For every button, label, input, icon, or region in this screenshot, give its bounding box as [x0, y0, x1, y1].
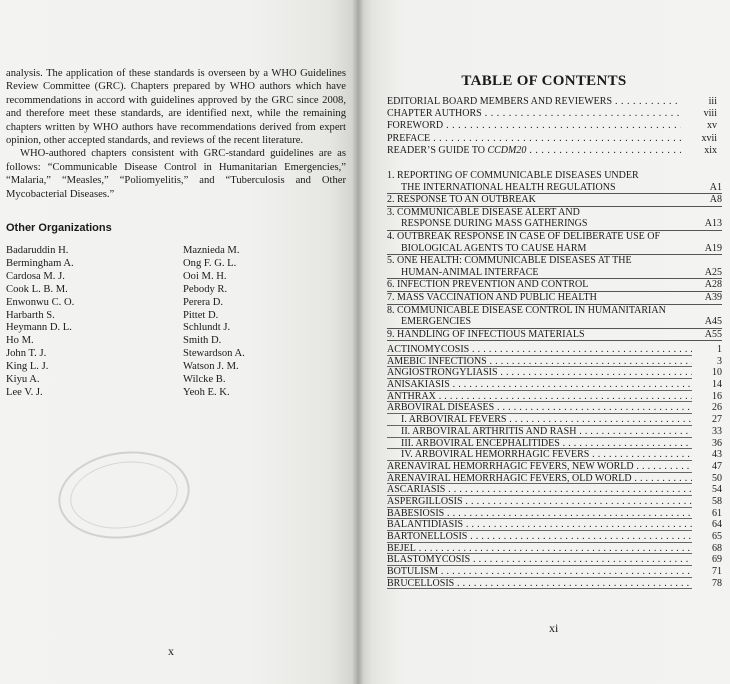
toc-section-text: 6. INFECTION PREVENTION AND CONTROL — [387, 279, 589, 291]
toc-section-entry[interactable] — [387, 279, 722, 292]
toc-entry[interactable] — [387, 96, 717, 108]
toc-disease-label: BLASTOMYCOSIS . . . — [387, 554, 692, 566]
toc-disease-entry[interactable] — [387, 426, 722, 438]
toc-disease-label: BRUCELLOSIS . . . — [387, 578, 692, 590]
toc-disease-entry[interactable] — [387, 402, 722, 414]
toc-disease-label: II. ARBOVIRAL ARTHRITIS AND RASH . . . — [401, 426, 692, 438]
contributor-name: King L. J. — [6, 361, 49, 373]
toc-disease-entry[interactable] — [387, 379, 722, 391]
contributor-name: Smith D. — [183, 335, 222, 347]
toc-section-line — [387, 207, 722, 219]
toc-disease-label: ASCARIASIS . . . — [387, 484, 692, 496]
toc-disease-label: BARTONELLOSIS . . . — [387, 531, 692, 543]
toc-entry-page: viii — [703, 108, 717, 120]
toc-section-text: 9. HANDLING OF INFECTIOUS MATERIALS — [387, 328, 585, 340]
toc-disease-page: 27 — [712, 414, 722, 426]
toc-disease-page: 3 — [717, 355, 722, 367]
toc-section-line — [387, 292, 722, 304]
toc-disease-page: 50 — [712, 472, 722, 484]
toc-section-line — [387, 182, 722, 194]
toc-disease-page: 61 — [712, 507, 722, 519]
contributor-name: Pebody R. — [183, 283, 228, 295]
toc-section-text: 4. OUTBREAK RESPONSE IN CASE OF DELIBERATE USE OF — [387, 230, 661, 242]
other-organizations-heading: Other Organizations — [6, 222, 112, 234]
toc-disease-page: 16 — [712, 390, 722, 402]
toc-disease-page: 33 — [712, 425, 722, 437]
toc-disease-page: 65 — [712, 531, 722, 542]
toc-rule — [387, 588, 692, 589]
contributor-name: Cook L. B. M. — [6, 283, 68, 295]
contributor-name: Cardosa M. J. — [6, 270, 65, 282]
toc-section-text: 3. COMMUNICABLE DISEASE ALERT AND — [387, 206, 580, 218]
toc-section-text: HUMAN-ANIMAL INTERFACE — [401, 266, 539, 278]
toc-disease-page: 68 — [712, 542, 722, 554]
toc-disease-page: 10 — [712, 367, 722, 379]
toc-rule — [387, 340, 722, 341]
toc-disease-label: IV. ARBOVIRAL HEMORRHAGIC FEVERS . . . — [401, 449, 692, 461]
toc-disease-page: 43 — [712, 449, 722, 461]
book-spine-shadow — [352, 0, 364, 684]
toc-section-line — [387, 170, 722, 182]
toc-disease-label: ASPERGILLOSIS . . . — [387, 496, 692, 508]
toc-disease-page: 71 — [712, 566, 722, 578]
toc-disease-label: ACTINOMYCOSIS . . . — [387, 344, 692, 356]
toc-disease-entry[interactable] — [387, 414, 722, 426]
toc-section-text: 1. REPORTING OF COMMUNICABLE DISEASES UNDER — [387, 170, 639, 181]
readers-guide-title: CCDM20 — [487, 144, 527, 156]
contributor-name: Maznieda M. — [183, 245, 240, 256]
toc-section-line — [387, 267, 722, 279]
toc-entry-label: PREFACE . . . — [387, 133, 681, 145]
toc-section-page: A19 — [704, 242, 722, 254]
toc-disease-entry[interactable] — [387, 519, 722, 531]
toc-disease-label: BABESIOSIS . . . — [387, 508, 692, 520]
toc-section-text: RESPONSE DURING MASS GATHERINGS — [401, 218, 588, 230]
toc-section-page: A28 — [704, 279, 722, 291]
contributor-name: Wilcke B. — [183, 374, 226, 386]
contributor-name: Perera D. — [183, 296, 224, 308]
contributor-name: Yeoh E. K. — [183, 386, 230, 398]
contributor-name: Kiyu A. — [6, 374, 40, 386]
contributor-name: Enwonwu C. O. — [6, 296, 75, 308]
left-page-body — [6, 67, 346, 201]
toc-disease-label: ARBOVIRAL DISEASES . . . — [387, 402, 692, 414]
toc-section-page: A39 — [704, 291, 722, 303]
toc-disease-page: 54 — [712, 484, 722, 496]
toc-disease-label: ARENAVIRAL HEMORRHAGIC FEVERS, OLD WORLD . . . — [387, 473, 692, 485]
toc-section-text: THE INTERNATIONAL HEALTH REGULATIONS — [401, 181, 616, 193]
toc-sections — [387, 170, 722, 341]
toc-section-text: 7. MASS VACCINATION AND PUBLIC HEALTH — [387, 291, 597, 303]
toc-entry-label: READER’S GUIDE TO CCDM20 . . . — [387, 145, 681, 157]
toc-disease-entry[interactable] — [387, 496, 722, 508]
toc-entry-label: CHAPTER AUTHORS . . . — [387, 108, 681, 120]
toc-entry[interactable] — [387, 133, 717, 145]
toc-section-line — [387, 316, 722, 328]
contributor-name: Badaruddin H. — [6, 245, 69, 256]
toc-diseases — [387, 344, 722, 589]
toc-disease-entry[interactable] — [387, 473, 722, 485]
toc-disease-label: AMEBIC INFECTIONS . . . — [387, 356, 692, 368]
toc-section-text: BIOLOGICAL AGENTS TO CAUSE HARM — [401, 242, 587, 254]
toc-section-line — [387, 218, 722, 230]
toc-section-page: A45 — [704, 316, 722, 328]
toc-disease-page: 26 — [712, 402, 722, 414]
toc-disease-entry[interactable] — [387, 543, 722, 555]
toc-section-entry[interactable] — [387, 329, 722, 342]
contributor-name: Harbarth S. — [6, 309, 55, 321]
toc-disease-page: 78 — [712, 577, 722, 589]
toc-entry-page: xix — [704, 144, 717, 156]
toc-section-text: 2. RESPONSE TO AN OUTBREAK — [387, 194, 536, 206]
contributor-name: Pittet D. — [183, 309, 219, 321]
toc-section-line — [387, 194, 722, 206]
paragraph-who-chapters: WHO-authored chapters consistent with GRC-standard guidelines are as follows: “Communicable Disease Control in Humanitarian Emergencies,” “Malaria,” “Measles,” “Poliomyelitis,” and “Tuberculosis and Other Mycobacterial Diseases.” — [6, 148, 346, 200]
contributor-name: Watson J. M. — [183, 361, 239, 373]
toc-title: TABLE OF CONTENTS — [461, 73, 627, 89]
toc-section-page: A1 — [709, 181, 722, 193]
toc-disease-label: ANISAKIASIS . . . — [387, 379, 692, 391]
toc-section-entry[interactable] — [387, 194, 722, 207]
toc-section-entry[interactable] — [387, 292, 722, 305]
page-number-right: xi — [549, 621, 559, 635]
toc-disease-label: ARENAVIRAL HEMORRHAGIC FEVERS, NEW WORLD . . . — [387, 461, 692, 473]
toc-disease-page: 64 — [712, 519, 722, 531]
contributor-name: Stewardson A. — [183, 348, 245, 360]
toc-disease-entry[interactable] — [387, 367, 722, 379]
toc-section-line — [387, 243, 722, 255]
toc-entry-page: xvii — [701, 132, 717, 144]
toc-section-entry[interactable] — [387, 231, 722, 255]
names-column-2 — [183, 245, 245, 400]
toc-section-page: A13 — [704, 218, 722, 230]
toc-section-entry[interactable] — [387, 170, 722, 194]
toc-disease-page: 36 — [712, 437, 722, 449]
toc-entry[interactable] — [387, 120, 717, 132]
page-number-left: x — [168, 644, 174, 658]
toc-disease-page: 1 — [717, 344, 722, 355]
toc-entry-page: iii — [708, 96, 717, 107]
toc-disease-label: BALANTIDIASIS . . . — [387, 519, 692, 531]
toc-entry-label: FOREWORD . . . — [387, 120, 681, 132]
contributor-name: Schlundt J. — [183, 322, 231, 334]
toc-disease-entry[interactable] — [387, 356, 722, 368]
contributor-name: Ho M. — [6, 335, 34, 347]
toc-section-text: 5. ONE HEALTH: COMMUNICABLE DISEASES AT THE — [387, 255, 632, 267]
toc-disease-entry[interactable] — [387, 554, 722, 566]
contributor-name: John T. J. — [6, 348, 47, 360]
contributor-name: Lee V. J. — [6, 386, 43, 398]
toc-section-line — [387, 255, 722, 267]
toc-disease-entry[interactable] — [387, 566, 722, 578]
toc-section-line — [387, 231, 722, 243]
toc-section-line — [387, 329, 722, 341]
toc-front-matter — [387, 96, 717, 157]
toc-section-entry[interactable] — [387, 207, 722, 231]
toc-disease-label: I. ARBOVIRAL FEVERS . . . — [401, 414, 692, 426]
toc-section-page: A25 — [704, 266, 722, 278]
toc-disease-page: 47 — [712, 460, 722, 472]
toc-disease-label: III. ARBOVIRAL ENCEPHALITIDES . . . — [401, 438, 692, 450]
toc-disease-entry[interactable] — [387, 438, 722, 450]
toc-disease-label: ANGIOSTRONGYLIASIS . . . — [387, 367, 692, 379]
toc-disease-entry[interactable] — [387, 578, 722, 590]
contributor-name: Ong F. G. L. — [183, 257, 237, 269]
toc-disease-entry[interactable] — [387, 484, 722, 496]
toc-disease-entry[interactable] — [387, 508, 722, 520]
toc-disease-page: 14 — [712, 379, 722, 391]
toc-section-entry[interactable] — [387, 255, 722, 279]
toc-section-page: A55 — [704, 328, 722, 340]
toc-disease-label: BEJEL . . . — [387, 543, 692, 555]
toc-entry[interactable] — [387, 108, 717, 120]
toc-disease-entry[interactable] — [387, 531, 722, 543]
toc-disease-entry[interactable] — [387, 461, 722, 473]
toc-disease-label: ANTHRAX . . . — [387, 391, 692, 403]
toc-section-line — [387, 279, 722, 291]
toc-entry-readers-guide[interactable] — [387, 145, 717, 157]
toc-disease-label: BOTULISM . . . — [387, 566, 692, 578]
toc-section-text: EMERGENCIES — [401, 316, 471, 328]
toc-disease-page: 69 — [712, 554, 722, 566]
toc-disease-entry[interactable] — [387, 391, 722, 403]
toc-section-entry[interactable] — [387, 305, 722, 329]
paragraph-grc: analysis. The application of these standards is overseen by a WHO Guidelines Review Committee (GRC). Chapters prepared by WHO authors which have recommendations in accord with guidelines approved by the GRC since 2008, and therefore meet these standards, are identified next, while the remaining chapters written by WHO authors have recommendations derived from expert opinion, other accepted standards, and reviews of the recent literature. — [6, 68, 346, 147]
toc-section-line — [387, 305, 722, 317]
toc-section-text: 8. COMMUNICABLE DISEASE CONTROL IN HUMANITARIAN — [387, 304, 666, 316]
contributor-name: Heymann D. L. — [6, 322, 72, 334]
contributor-name: Bermingham A. — [6, 257, 74, 269]
toc-section-page: A8 — [709, 194, 722, 206]
toc-entry-label: EDITORIAL BOARD MEMBERS AND REVIEWERS . . . — [387, 96, 681, 108]
contributor-name: Ooi M. H. — [183, 270, 227, 282]
toc-disease-page: 58 — [712, 495, 722, 507]
toc-disease-entry[interactable] — [387, 344, 722, 356]
toc-disease-entry[interactable] — [387, 449, 722, 461]
names-column-1 — [6, 245, 74, 400]
toc-entry-page: xv — [707, 120, 717, 132]
